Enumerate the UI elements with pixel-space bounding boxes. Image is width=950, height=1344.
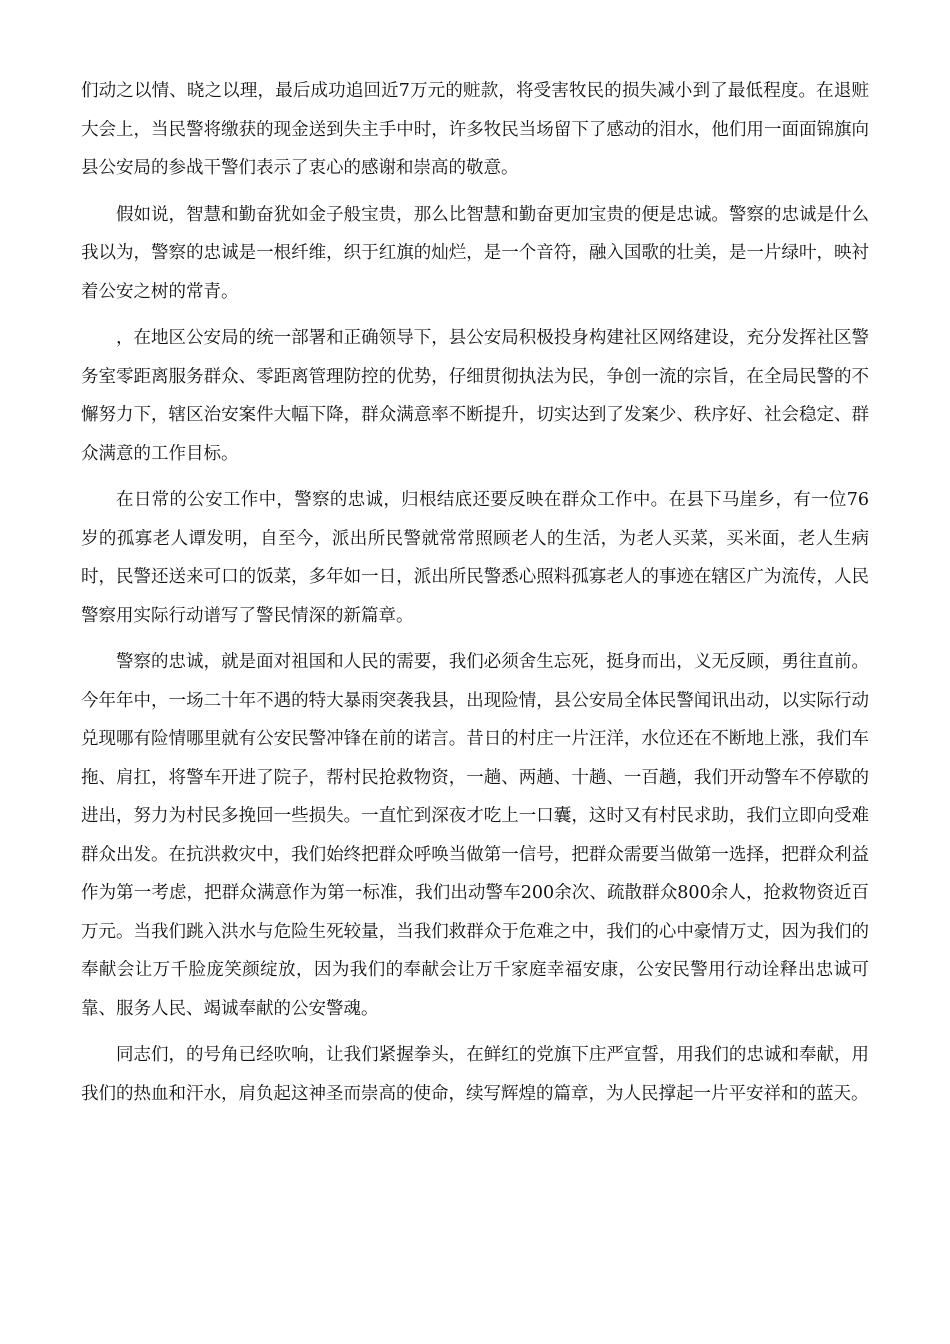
- paragraph-4: 在日常的公安工作中，警察的忠诚，归根结底还要反映在群众工作中。在县下马崖乡，有一位76岁的孤寡老人谭发明，自至今，派出所民警就常常照顾老人的生活，为老人买菜，买米面，老人生病时，民警还送来可口的饭菜，多年如一日，派出所民警悉心照料孤寡老人的事迹在辖区广为流传，人民警察用实际行动谱写了警民情深的新篇章。: [81, 490, 869, 626]
- paragraph-1: 们动之以情、晓之以理，最后成功追回近7万元的赃款，将受害牧民的损失减小到了最低程度。在退赃大会上，当民警将缴获的现金送到失主手中时，许多牧民当场留下了感动的泪水，他们用一面面锦旗向县公安局的参战干警们表示了衷心的感谢和崇高的敬意。: [81, 81, 869, 178]
- paragraph-2: 假如说，智慧和勤奋犹如金子般宝贵，那么比智慧和勤奋更加宝贵的便是忠诚。警察的忠诚是什么我以为，警察的忠诚是一根纤维，织于红旗的灿烂，是一个音符，融入国歌的壮美，是一片绿叶，映衬着公安之树的常青。: [81, 204, 869, 302]
- paragraph-5: 警察的忠诚，就是面对祖国和人民的需要，我们必须舍生忘死，挺身而出，义无反顾，勇往直前。今年年中，一场二十年不遇的特大暴雨突袭我县，出现险情，县公安局全体民警闻讯出动，以实际行动兑现哪有险情哪里就有公安民警冲锋在前的诺言。昔日的村庄一片汪洋，水位还在不断地上涨，我们车拖、肩扛，将警车开进了院子，帮村民抢救物资，一趟、两趟、十趟、一百趟，我们开动警车不停歇的进出，努力为村民多挽回一些损失。一直忙到深夜才吃上一口囊，这时又有村民求助，我们立即向受难群众出发。在抗洪救灾中，我们始终把群众呼唤当做第一信号，把群众需要当做第一选择，把群众利益作为第一考虑，把群众满意作为第一标准，我们出动警车200余次、疏散群众800余人，抢救物资近百万元。当我们跳入洪水与危险生死较量，当我们救群众于危难之中，我们的心中豪情万丈，因为我们的奉献会让万千脸庞笑颜绽放，因为我们的奉献会让万千家庭幸福安康，公安民警用行动诠释出忠诚可靠、服务人民、竭诚奉献的公安警魂。: [81, 652, 869, 1019]
- paragraph-6: 同志们，的号角已经吹响，让我们紧握拳头，在鲜红的党旗下庄严宣誓，用我们的忠诚和奉献，用我们的热血和汗水，肩负起这神圣而崇高的使命，续写辉煌的篇章，为人民撑起一片平安祥和的蓝天。: [81, 1045, 869, 1104]
- paragraph-3: ，在地区公安局的统一部署和正确领导下，县公安局积极投身构建社区网络建设，充分发挥社区警务室零距离服务群众、零距离管理防控的优势，仔细贯彻执法为民，争创一流的宗旨，在全局民警的不懈努力下，辖区治安案件大幅下降，群众满意率不断提升，切实达到了发案少、秩序好、社会稳定、群众满意的工作目标。: [81, 328, 869, 464]
- document-body: [81, 72, 869, 1121]
